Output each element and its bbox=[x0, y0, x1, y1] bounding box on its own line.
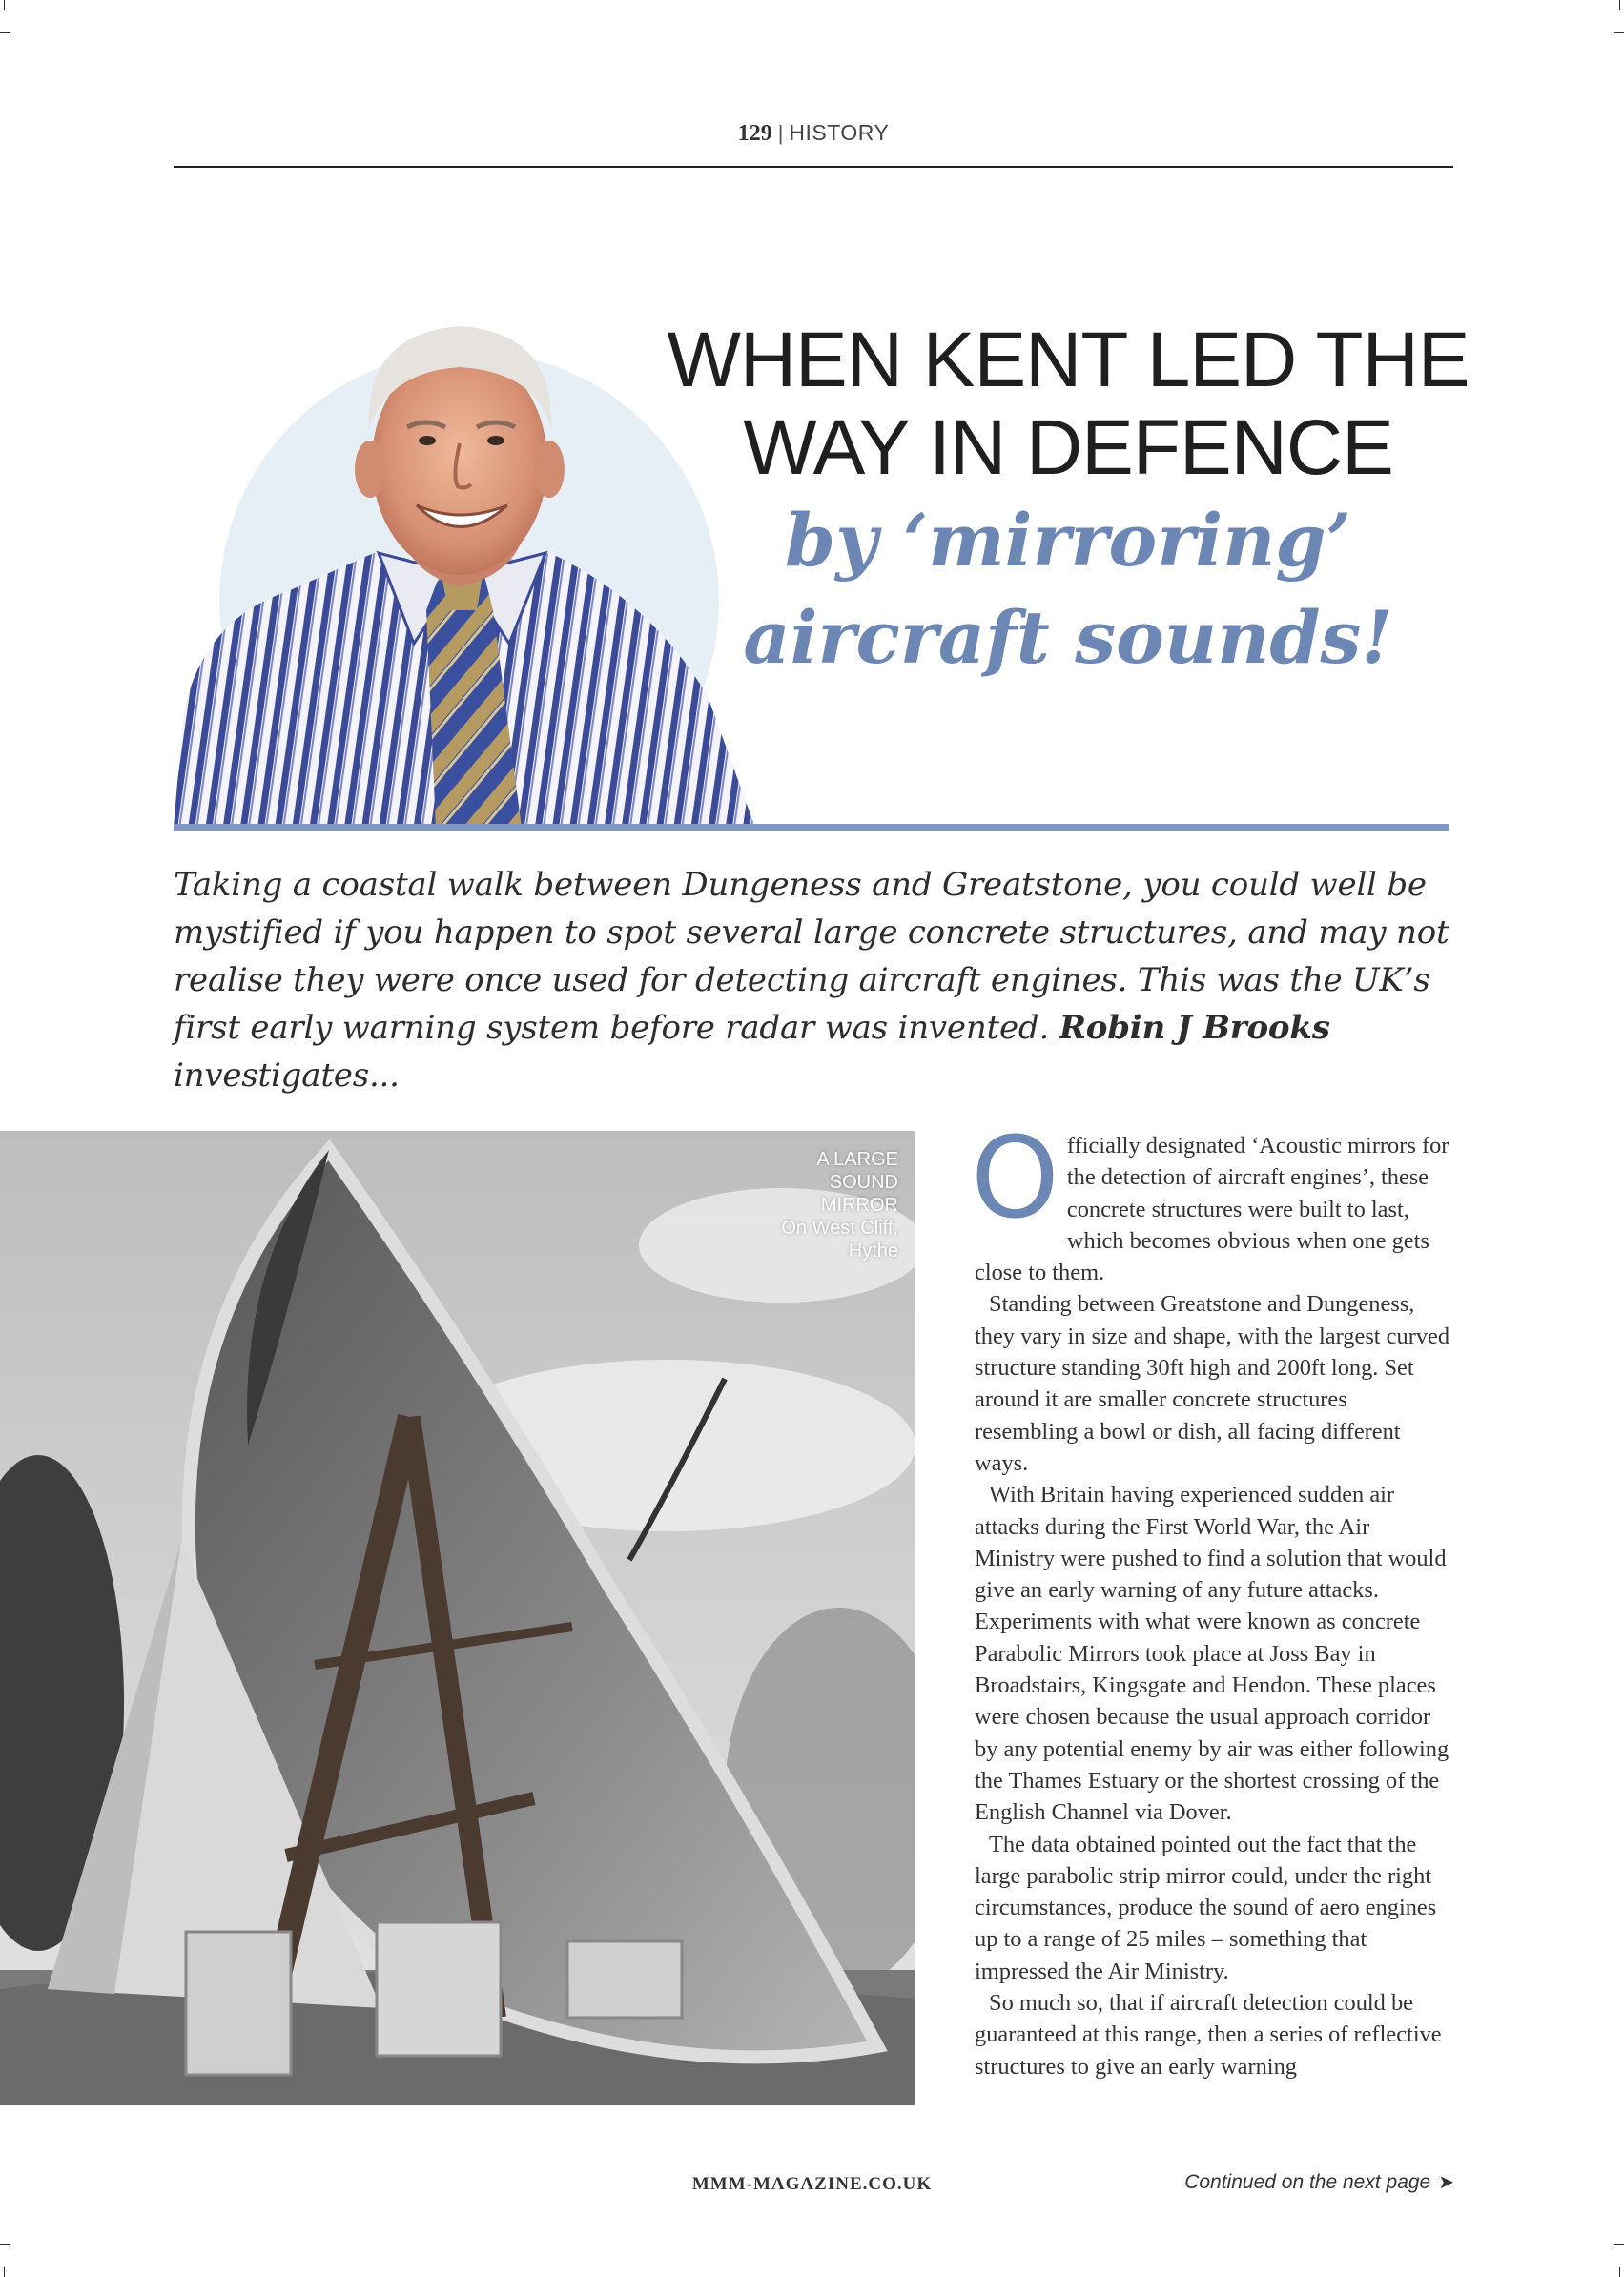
page-number: 129 bbox=[737, 121, 772, 146]
headline-rule bbox=[174, 824, 1449, 831]
paragraph-3: With Britain having experienced sudden air attacks during the First World War, the Air Ministry were pushed to find a solution that would give an early warning of any future attacks. Experiments with what were known as concrete Parabolic Mirrors took place at Joss Bay in Broadstairs, Kingsgate and Hendon. These places were chosen because the usual approach corridor by any potential enemy by air was either following the Thames Estuary or the shortest crossing of the English Channel via Dover. bbox=[975, 1482, 1449, 1826]
standfirst bbox=[174, 861, 1456, 1099]
byline-suffix: investigates... bbox=[174, 1056, 400, 1095]
crop-mark bbox=[4, 2267, 5, 2277]
footer-website: MMM-MAGAZINE.CO.UK bbox=[691, 2174, 933, 2194]
paragraph-4: The data obtained pointed out the fact that the large parabolic strip mirror could, under the right circumstances, produce the sound of aero engines up to a range of 25 miles – something that impressed the Air Ministry. bbox=[975, 1831, 1437, 1984]
section-name: HISTORY bbox=[789, 120, 890, 145]
paragraph-5: So much so, that if aircraft detection could be guaranteed at this range, then a series of reflective structures to give an early warning bbox=[975, 1990, 1442, 2080]
crop-mark bbox=[1619, 2267, 1620, 2277]
continued-note bbox=[1184, 2170, 1454, 2194]
crop-mark bbox=[0, 32, 10, 33]
author-byline: Robin J Brooks bbox=[1059, 1009, 1330, 1047]
continued-text: Continued on the next page bbox=[1184, 2171, 1431, 2193]
crop-mark bbox=[4, 0, 5, 10]
crop-mark bbox=[0, 2244, 10, 2245]
standfirst-text: Taking a coastal walk between Dungeness and Greatstone, you could well be mystified if you happen to spot several large concrete structures, and may not realise they were once used for detecting aircraft engines. This was the UK’s first early warning system before radar was invented. bbox=[174, 866, 1449, 1047]
crop-mark bbox=[1619, 0, 1620, 10]
headline-line-1: WHEN KENT LED THE bbox=[667, 317, 1470, 403]
paragraph-2: Standing between Greatstone and Dungeness, they vary in size and shape, with the largest curved structure standing 30ft high and 200ft long. Set around it are smaller concrete structures resembling a bowl or dish, all facing different ways. bbox=[975, 1291, 1450, 1476]
sound-mirror-photo bbox=[0, 1131, 915, 2105]
photo-caption-heading: A LARGE SOUND MIRROR bbox=[816, 1149, 898, 1216]
photo-caption-text: On West Cliff, Hythe bbox=[781, 1218, 898, 1262]
paragraph-1 bbox=[971, 1112, 1451, 1288]
article-body bbox=[971, 1112, 1451, 2082]
crop-mark bbox=[1614, 32, 1624, 33]
header-separator: | bbox=[777, 121, 784, 145]
headline-line-2: WAY IN DEFENCE bbox=[743, 404, 1393, 491]
photo-caption bbox=[765, 1148, 898, 1262]
headline-italic-line-2: aircraft sounds! bbox=[743, 595, 1393, 680]
headline bbox=[658, 317, 1478, 687]
headline-italic-line-1: by ‘mirroring’ bbox=[784, 498, 1352, 583]
running-header bbox=[174, 120, 1453, 168]
crop-mark bbox=[1614, 2244, 1624, 2245]
paragraph-1-text: fficially designated ‘Acoustic mirrors for the detection of aircraft engines’, these concrete structures were built to last, which becomes obvious when one gets close to them. bbox=[975, 1133, 1449, 1286]
drop-cap: O bbox=[971, 1112, 1059, 1243]
arrow-right-icon: ➤ bbox=[1438, 2172, 1454, 2193]
